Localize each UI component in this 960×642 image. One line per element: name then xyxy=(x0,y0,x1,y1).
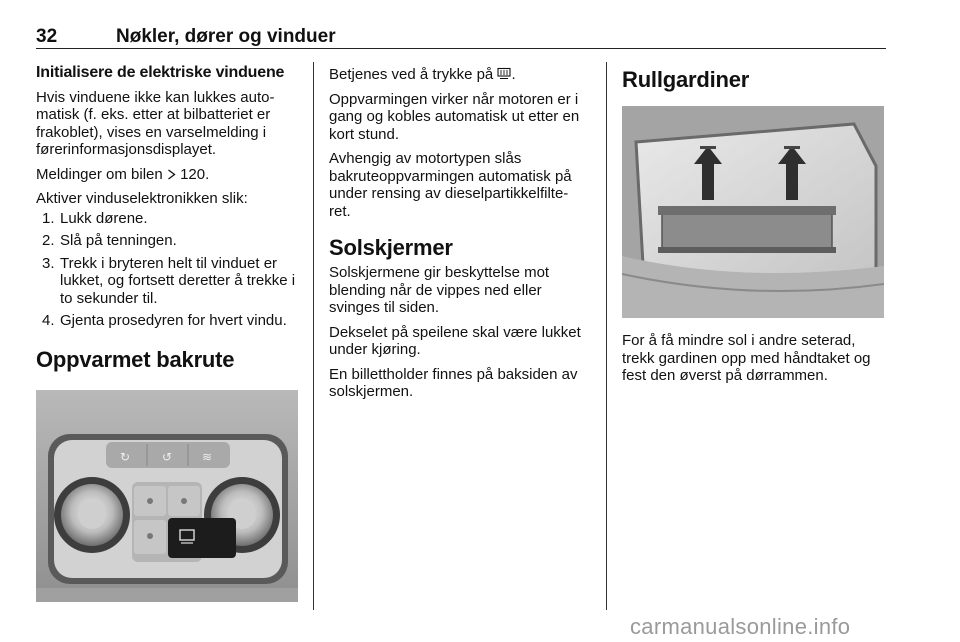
roller-blind-image xyxy=(622,106,884,318)
climate-control-panel-image xyxy=(36,390,298,602)
paragraph: En billettholder finnes på baksiden av solskjermen. xyxy=(329,365,578,400)
steps-list xyxy=(36,210,298,330)
watermark: carmanualsonline.info xyxy=(630,614,851,639)
rear-window-heater-icon xyxy=(497,67,511,80)
section-title-roller-blinds: Rullgardiner xyxy=(622,67,750,92)
paragraph-with-icon: Betjenes ved å trykke på . xyxy=(329,66,516,83)
column-divider xyxy=(606,62,607,610)
list-item: 3. Trekk i bryteren helt til vinduet er lukket, og fortsett deretter å trekke i to sekunder til. xyxy=(42,254,296,307)
page-header xyxy=(36,26,886,49)
svg-text:↻: ↻ xyxy=(120,449,131,464)
section-title-heated-rear-window: Oppvarmet bakrute xyxy=(36,346,235,372)
paragraph: Dekselet på speilene skal være lukket under kjøring. xyxy=(329,323,581,358)
page-number: 32 xyxy=(36,26,58,47)
paragraph-text: Meldinger om bilen xyxy=(36,165,163,183)
page-reference-arrow-icon xyxy=(167,169,176,180)
svg-text:↺: ↺ xyxy=(162,449,173,464)
column-middle xyxy=(329,64,593,408)
paragraph: Aktiver vinduselektronikken slik: xyxy=(36,190,248,207)
column-right xyxy=(622,64,888,392)
paragraph: Solskjermene gir beskyttelse mot blending når de vippes ned eller svinges til siden. xyxy=(329,264,550,316)
paragraph-reference xyxy=(36,166,298,184)
svg-text:≋: ≋ xyxy=(202,449,213,464)
column-divider xyxy=(313,62,314,610)
paragraph: Oppvarmingen virker når motoren er i gang og kobles automatisk ut etter en kort stund. xyxy=(329,90,580,143)
list-item: 4. Gjenta prosedyren for hvert vindu. xyxy=(42,312,287,329)
chapter-title: Nøkler, dører og vinduer xyxy=(116,26,336,47)
page-reference-link[interactable]: 120. xyxy=(180,165,210,183)
paragraph: For å få mindre sol i andre seterad, trekk gardinen opp med håndtaket og fest den øverst på dørrammen. xyxy=(622,332,871,384)
paragraph: Avhengig av motortypen slås bakruteoppvarmingen automatisk på under rensing av dieselpartikkelfilte- ret. xyxy=(329,150,572,220)
section-heading-window-init: Initialisere de elektriske vinduene xyxy=(36,64,285,81)
list-item: 1. Lukk dørene. xyxy=(42,209,148,227)
section-title-sun-visors: Solskjermer xyxy=(329,235,453,260)
column-left xyxy=(36,64,298,602)
paragraph: Hvis vinduene ikke kan lukkes auto- matisk (f. eks. etter at bilbatteriet er frakoblet), vises en varselmelding i førerinformasjonsdisplayet. xyxy=(36,88,275,158)
list-item: 2. Slå på tenningen. xyxy=(42,232,177,249)
